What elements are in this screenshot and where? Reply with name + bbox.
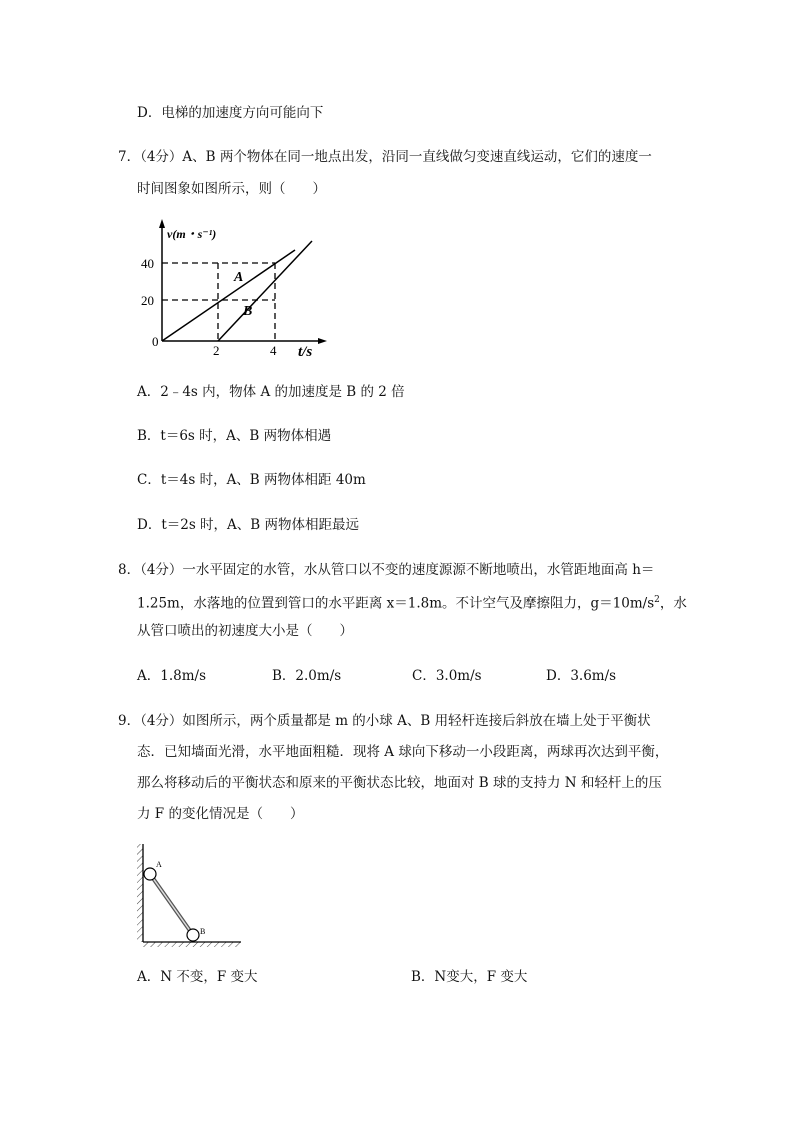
- floor-hatch: [143, 942, 241, 947]
- q9-stem-line1: 9．（4分）如图所示，两个质量都是 m 的小球 A、B 用轻杆连接后斜放在墙上处于平衡状: [118, 713, 651, 729]
- q7-stem-line2: 时间图象如图所示，则（ ）: [137, 181, 326, 197]
- q9-stem-line4: 力 F 的变化情况是（ ）: [137, 806, 304, 822]
- line-b: [218, 241, 312, 341]
- q9-stem-line2: 态．已知墙面光滑，水平地面粗糙．现将 A 球向下移动一小段距离，两球再次达到平衡，: [137, 744, 669, 760]
- q9-stem-line3: 那么将移动后的平衡状态和原来的平衡状态比较，地面对 B 球的支持力 N 和轻杆上的压: [137, 775, 662, 791]
- y-tick-20: 20: [141, 293, 154, 308]
- q9-option-a: A．N 不变，F 变大: [137, 969, 258, 985]
- y-tick-40: 40: [141, 256, 154, 271]
- q7-option-a: A．2﹣4s 内，物体 A 的加速度是 B 的 2 倍: [137, 384, 405, 400]
- q8-option-c: C．3.0m/s: [412, 668, 482, 684]
- ball-b: [187, 929, 199, 941]
- x-tick-2: 2: [213, 343, 220, 358]
- q8-stem-line2-end: ，水: [659, 595, 687, 612]
- y-axis-label: v(m・s⁻¹): [167, 227, 217, 241]
- wall-hatch: [137, 844, 143, 942]
- label-a: A: [234, 270, 244, 285]
- q8-stem-line2-text: 1.25m，水落地的位置到管口的水平距离 x＝1.8m。不计空气及摩擦阻力，g＝10m/s: [137, 595, 655, 612]
- q8-option-b: B．2.0m/s: [272, 668, 342, 684]
- q8-stem-line2: [137, 591, 687, 613]
- q7-option-c: C．t＝4s 时，A、B 两物体相距 40m: [137, 472, 366, 488]
- q8-option-a: A．1.8m/s: [137, 668, 206, 684]
- q8-exponent: 2: [654, 595, 660, 605]
- ball-b-label: B: [200, 927, 206, 936]
- x-axis-label: t/s: [298, 344, 313, 360]
- x-tick-4: 4: [270, 343, 277, 358]
- x-axis-arrow: [318, 338, 327, 344]
- origin-label: 0: [152, 334, 159, 349]
- q9-wall-rod-figure: [135, 842, 245, 947]
- q7-velocity-time-graph: [135, 215, 335, 360]
- q8-stem-line3: 从管口喷出的初速度大小是（ ）: [137, 623, 353, 639]
- q7-option-d: D．t＝2s 时，A、B 两物体相距最远: [137, 517, 360, 533]
- q7-stem-line1: 7．（4分）A、B 两个物体在同一地点出发，沿同一直线做匀变速直线运动，它们的速度一: [118, 149, 652, 165]
- q8-option-d: D．3.6m/s: [546, 668, 617, 684]
- y-axis-arrow: [159, 219, 165, 228]
- q6-option-d: D．电梯的加速度方向可能向下: [137, 105, 324, 121]
- q8-stem-line1: 8．（4分）一水平固定的水管，水从管口以不变的速度源源不断地喷出，水管距地面高 h＝: [118, 562, 655, 578]
- q7-option-b: B．t＝6s 时，A、B 两物体相遇: [137, 428, 332, 444]
- ball-a: [144, 868, 156, 880]
- label-b: B: [243, 304, 253, 319]
- ball-a-label: A: [156, 860, 162, 869]
- q9-option-b: B．N变大，F 变大: [411, 969, 528, 985]
